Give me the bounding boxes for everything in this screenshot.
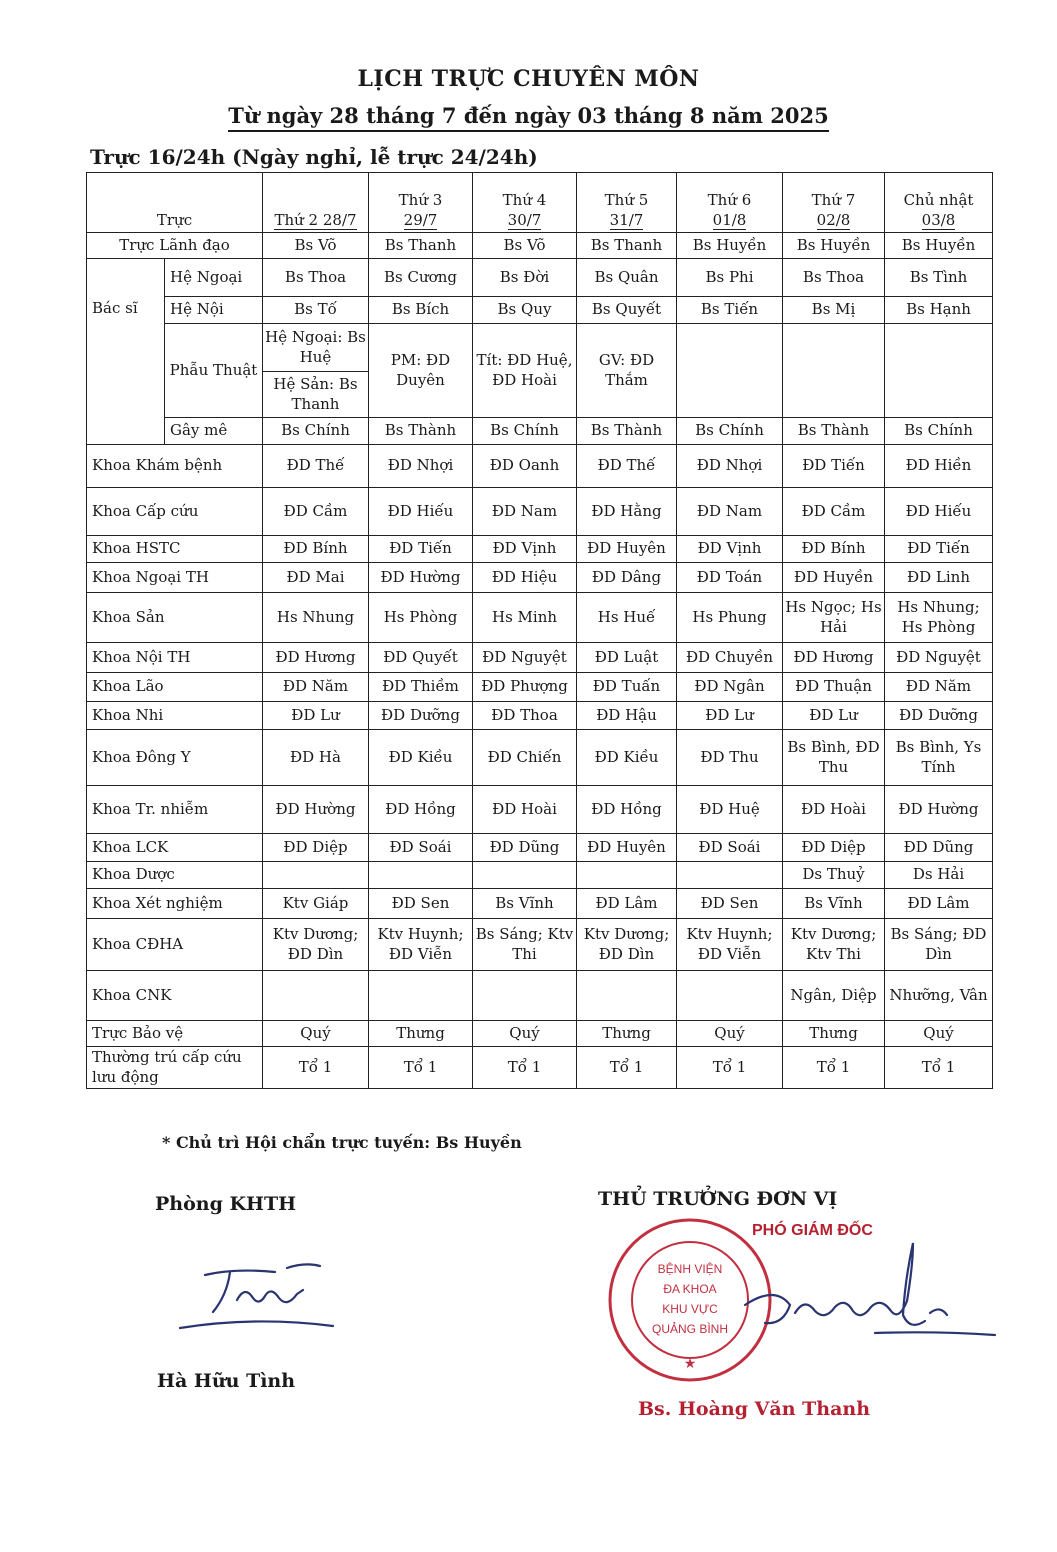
day-date: 03/8 [921,210,956,229]
duty-cell [369,971,473,1021]
row-label: Khoa Tr. nhiễm [87,786,263,834]
noi-row [87,297,993,324]
duty-cell: Bs Thoa [783,259,885,297]
row-label: Khoa Nội TH [87,643,263,673]
duty-cell: Hs Huế [577,593,677,643]
stamp-line: ĐA KHOA [663,1282,717,1296]
duty-cell: Bs Võ [473,233,577,259]
row-label: Khoa Khám bệnh [87,445,263,488]
duty-cell: Bs Đời [473,259,577,297]
duty-cell: ĐD Hường [369,563,473,593]
duty-cell: ĐD Nam [473,488,577,536]
duty-cell: GV: ĐD Thắm [577,324,677,418]
right-signature [735,1235,1005,1350]
duty-cell: Bs Thành [783,418,885,445]
row-label: Khoa Cấp cứu [87,488,263,536]
duty-cell: Thưng [783,1021,885,1047]
duty-cell [263,971,369,1021]
duty-cell: ĐD Hiếu [369,488,473,536]
duty-cell: ĐD Hoài [783,786,885,834]
day-name: Thứ 4 [502,191,547,209]
duty-cell: ĐD Toán [677,563,783,593]
duty-cell: ĐD Nam [677,488,783,536]
duty-cell: Bs Huyền [885,233,993,259]
duty-cell: ĐD Chuyền [677,643,783,673]
duty-cell: Bs Chính [677,418,783,445]
row-label: Phẫu Thuật [165,324,263,418]
date-range [0,103,1057,128]
leader-row [87,233,993,259]
duty-cell: ĐD Hồng [369,786,473,834]
department-row [87,445,993,488]
department-row [87,889,993,919]
department-row [87,673,993,702]
duty-cell: Hs Minh [473,593,577,643]
duty-cell: Quý [263,1021,369,1047]
day-name: Thứ 7 [811,191,856,209]
row-label: Khoa Ngoại TH [87,563,263,593]
duty-cell: ĐD Dũng [885,834,993,862]
duty-cell: Bs Thanh [369,233,473,259]
duty-cell: Ktv Huynh; ĐD Viễn [369,919,473,971]
duty-cell: Bs Quân [577,259,677,297]
department-row [87,1021,993,1047]
day-header [473,173,577,233]
duty-cell: ĐD Hằng [577,488,677,536]
day-name: Thứ 6 [707,191,752,209]
day-date: 01/8 [712,210,747,229]
consultation-note: * Chủ trì Hội chẩn trực tuyến: Bs Huyền [162,1133,522,1152]
ngoai-row [87,259,993,297]
duty-cell [577,971,677,1021]
day-date: 02/8 [816,210,851,229]
row-label: Khoa Nhi [87,702,263,730]
duty-cell: ĐD Bính [783,536,885,563]
duty-cell: ĐD Nguyệt [473,643,577,673]
duty-cell: Bs Thành [369,418,473,445]
duty-cell: ĐD Nhợi [369,445,473,488]
duty-cell: Tổ 1 [473,1047,577,1089]
surgery-row [87,324,993,372]
duty-cell [263,862,369,889]
duty-cell: Tổ 1 [885,1047,993,1089]
duty-cell [677,862,783,889]
anesthesia-row [87,418,993,445]
row-label: Khoa CĐHA [87,919,263,971]
duty-cell: ĐD Sen [677,889,783,919]
duty-cell: Tổ 1 [369,1047,473,1089]
duty-cell: ĐD Soái [677,834,783,862]
duty-cell: ĐD Ngân [677,673,783,702]
day-header [369,173,473,233]
role-label: PHÓ GIÁM ĐỐC [752,1222,873,1239]
duty-cell: Bs Thanh [577,233,677,259]
day-header [677,173,783,233]
right-sign-title: THỦ TRƯỞNG ĐƠN VỊ [598,1188,838,1210]
duty-cell: ĐD Tuấn [577,673,677,702]
duty-cell: Thưng [369,1021,473,1047]
duty-cell: Bs Quyết [577,297,677,324]
duty-cell: Ktv Giáp [263,889,369,919]
duty-cell: ĐD Thiềm [369,673,473,702]
duty-cell [677,971,783,1021]
day-header [783,173,885,233]
duty-cell: ĐD Huyền [783,563,885,593]
row-label: Khoa Xét nghiệm [87,889,263,919]
stamp-line: BỆNH VIỆN [657,1262,723,1276]
duty-cell: Bs Vĩnh [783,889,885,919]
duty-cell: Bs Hạnh [885,297,993,324]
duty-cell: Hs Nhung; Hs Phòng [885,593,993,643]
duty-cell: Hệ Sản: Bs Thanh [263,372,369,418]
duty-cell: ĐD Huệ [677,786,783,834]
duty-cell: Bs Chính [263,418,369,445]
duty-cell: Bs Tình [885,259,993,297]
department-row [87,919,993,971]
duty-cell: Bs Thoa [263,259,369,297]
department-row [87,643,993,673]
duty-cell: Bs Thành [577,418,677,445]
duty-cell: Bs Huyền [783,233,885,259]
header-row [87,173,993,233]
day-name: Thứ 5 [604,191,649,209]
duty-cell: ĐD Phượng [473,673,577,702]
duty-cell: Hs Phòng [369,593,473,643]
department-row [87,971,993,1021]
duty-cell: ĐD Chiến [473,730,577,786]
duty-cell: Bs Vĩnh [473,889,577,919]
corner-cell: Trực [87,173,263,233]
department-row [87,488,993,536]
left-signature [175,1250,340,1335]
day-name: Chủ nhật [903,191,974,209]
duty-cell: Tổ 1 [783,1047,885,1089]
department-row [87,786,993,834]
duty-cell: ĐD Kiều [369,730,473,786]
duty-cell: ĐD Tiến [783,445,885,488]
duty-cell: Nhưỡng, Vân [885,971,993,1021]
duty-cell [473,862,577,889]
row-label: Khoa HSTC [87,536,263,563]
duty-cell: Bs Huyền [677,233,783,259]
duty-cell: Hs Nhung [263,593,369,643]
duty-cell: ĐD Hiền [885,445,993,488]
duty-cell: Hs Ngọc; Hs Hải [783,593,885,643]
duty-cell: Ktv Dương; ĐD Dìn [263,919,369,971]
duty-cell: ĐD Cầm [783,488,885,536]
department-row [87,593,993,643]
duty-cell: ĐD Kiều [577,730,677,786]
duty-cell: Hệ Ngoại: Bs Huệ [263,324,369,372]
duty-cell: ĐD Hương [263,643,369,673]
svg-text:★: ★ [683,1355,697,1371]
stamp-line: KHU VỰC [662,1302,718,1316]
duty-cell [677,324,783,418]
duty-cell: Ds Hải [885,862,993,889]
row-label: Thường trú cấp cứu lưu động [87,1047,263,1089]
row-label: Khoa CNK [87,971,263,1021]
date-range-text: Từ ngày 28 tháng 7 đến ngày 03 tháng 8 năm 2025 [228,103,828,132]
duty-cell: PM: ĐD Duyên [369,324,473,418]
duty-cell: ĐD Vịnh [473,536,577,563]
duty-cell: Ktv Huynh; ĐD Viễn [677,919,783,971]
duty-cell: ĐD Thu [677,730,783,786]
row-label: Khoa Dược [87,862,263,889]
duty-cell: Bs Chính [885,418,993,445]
duty-cell: Bs Bình, Ys Tính [885,730,993,786]
row-label: Trực Lãnh đạo [87,233,263,259]
duty-cell: ĐD Hậu [577,702,677,730]
day-header [577,173,677,233]
duty-cell: ĐD Thuận [783,673,885,702]
duty-cell: Ds Thuỷ [783,862,885,889]
row-label: Khoa Đông Y [87,730,263,786]
duty-cell: ĐD Lâm [577,889,677,919]
duty-cell: ĐD Dũng [473,834,577,862]
duty-cell: ĐD Tiến [885,536,993,563]
duty-cell: ĐD Hoài [473,786,577,834]
right-sign-name: Bs. Hoàng Văn Thanh [638,1398,871,1420]
duty-cell: ĐD Cầm [263,488,369,536]
duty-cell: ĐD Dưỡng [885,702,993,730]
row-label: Hệ Ngoại [165,259,263,297]
duty-cell: ĐD Tiến [369,536,473,563]
department-row [87,1047,993,1089]
duty-cell: ĐD Luật [577,643,677,673]
duty-cell: ĐD Năm [885,673,993,702]
left-sign-name: Hà Hữu Tình [157,1370,296,1392]
duty-cell: Bs Võ [263,233,369,259]
duty-cell: ĐD Oanh [473,445,577,488]
duty-subtitle: Trực 16/24h (Ngày nghỉ, lễ trực 24/24h) [90,145,538,169]
duty-cell: ĐD Nhợi [677,445,783,488]
duty-cell: ĐD Hương [783,643,885,673]
duty-cell: ĐD Lư [677,702,783,730]
duty-cell: Quý [473,1021,577,1047]
duty-cell: ĐD Hiếu [885,488,993,536]
duty-schedule-table [86,172,993,1089]
duty-cell: ĐD Linh [885,563,993,593]
duty-cell: ĐD Hà [263,730,369,786]
duty-cell: ĐD Hường [263,786,369,834]
duty-cell: ĐD Lâm [885,889,993,919]
day-date: 30/7 [507,210,542,229]
duty-cell [783,324,885,418]
department-row [87,536,993,563]
duty-cell: Bs Quy [473,297,577,324]
left-sign-title: Phòng KHTH [155,1193,297,1215]
duty-cell: Bs Cương [369,259,473,297]
duty-cell: Hs Phung [677,593,783,643]
duty-cell [885,324,993,418]
duty-cell: Bs Bình, ĐD Thu [783,730,885,786]
duty-cell: Bs Mị [783,297,885,324]
duty-cell: Bs Sáng; ĐD Dìn [885,919,993,971]
duty-cell: ĐD Năm [263,673,369,702]
duty-cell: ĐD Hồng [577,786,677,834]
duty-cell: Bs Tiến [677,297,783,324]
duty-cell: Tổ 1 [263,1047,369,1089]
duty-cell: Quý [677,1021,783,1047]
duty-cell: ĐD Dâng [577,563,677,593]
department-row [87,563,993,593]
duty-cell: ĐD Diệp [263,834,369,862]
row-label: Gây mê [165,418,263,445]
row-label: Hệ Nội [165,297,263,324]
duty-cell: ĐD Hiệu [473,563,577,593]
day-header [885,173,993,233]
department-row [87,730,993,786]
row-label: Trực Bảo vệ [87,1021,263,1047]
row-label: Khoa LCK [87,834,263,862]
duty-cell: Quý [885,1021,993,1047]
duty-cell: ĐD Mai [263,563,369,593]
duty-cell: Bs Bích [369,297,473,324]
duty-cell: Ktv Dương; Ktv Thi [783,919,885,971]
duty-cell: ĐD Nguyệt [885,643,993,673]
doctor-label: Bác sĩ [87,259,165,445]
duty-cell: ĐD Sen [369,889,473,919]
duty-cell: ĐD Vịnh [677,536,783,563]
duty-cell: Ktv Dương; ĐD Dìn [577,919,677,971]
duty-cell: Tít: ĐD Huệ, ĐD Hoài [473,324,577,418]
duty-cell: ĐD Diệp [783,834,885,862]
duty-cell: Bs Phi [677,259,783,297]
department-row [87,862,993,889]
duty-cell: ĐD Dưỡng [369,702,473,730]
day-header [263,173,369,233]
duty-cell: ĐD Hường [885,786,993,834]
duty-cell [369,862,473,889]
duty-cell: ĐD Lư [263,702,369,730]
duty-cell: ĐD Thế [577,445,677,488]
duty-cell: Tổ 1 [677,1047,783,1089]
document-title: LỊCH TRỰC CHUYÊN MÔN [357,66,700,92]
duty-cell: ĐD Bính [263,536,369,563]
duty-cell: Ngân, Diệp [783,971,885,1021]
stamp-line: QUẢNG BÌNH [651,1322,729,1336]
duty-cell: Thưng [577,1021,677,1047]
department-row [87,702,993,730]
duty-cell: Bs Sáng; Ktv Thi [473,919,577,971]
department-row [87,834,993,862]
duty-cell: ĐD Thoa [473,702,577,730]
duty-cell: ĐD Thế [263,445,369,488]
day-name: Thứ 2 28/7 [274,210,357,229]
duty-cell: Bs Tố [263,297,369,324]
day-name: Thứ 3 [398,191,443,209]
duty-cell: Tổ 1 [577,1047,677,1089]
duty-cell: Bs Chính [473,418,577,445]
day-date: 31/7 [609,210,644,229]
row-label: Khoa Lão [87,673,263,702]
duty-cell: ĐD Quyết [369,643,473,673]
duty-cell [577,862,677,889]
day-date: 29/7 [403,210,438,229]
row-label: Khoa Sản [87,593,263,643]
duty-cell: ĐD Soái [369,834,473,862]
duty-cell: ĐD Lư [783,702,885,730]
duty-cell: ĐD Huyên [577,834,677,862]
duty-cell: ĐD Huyên [577,536,677,563]
duty-cell [473,971,577,1021]
